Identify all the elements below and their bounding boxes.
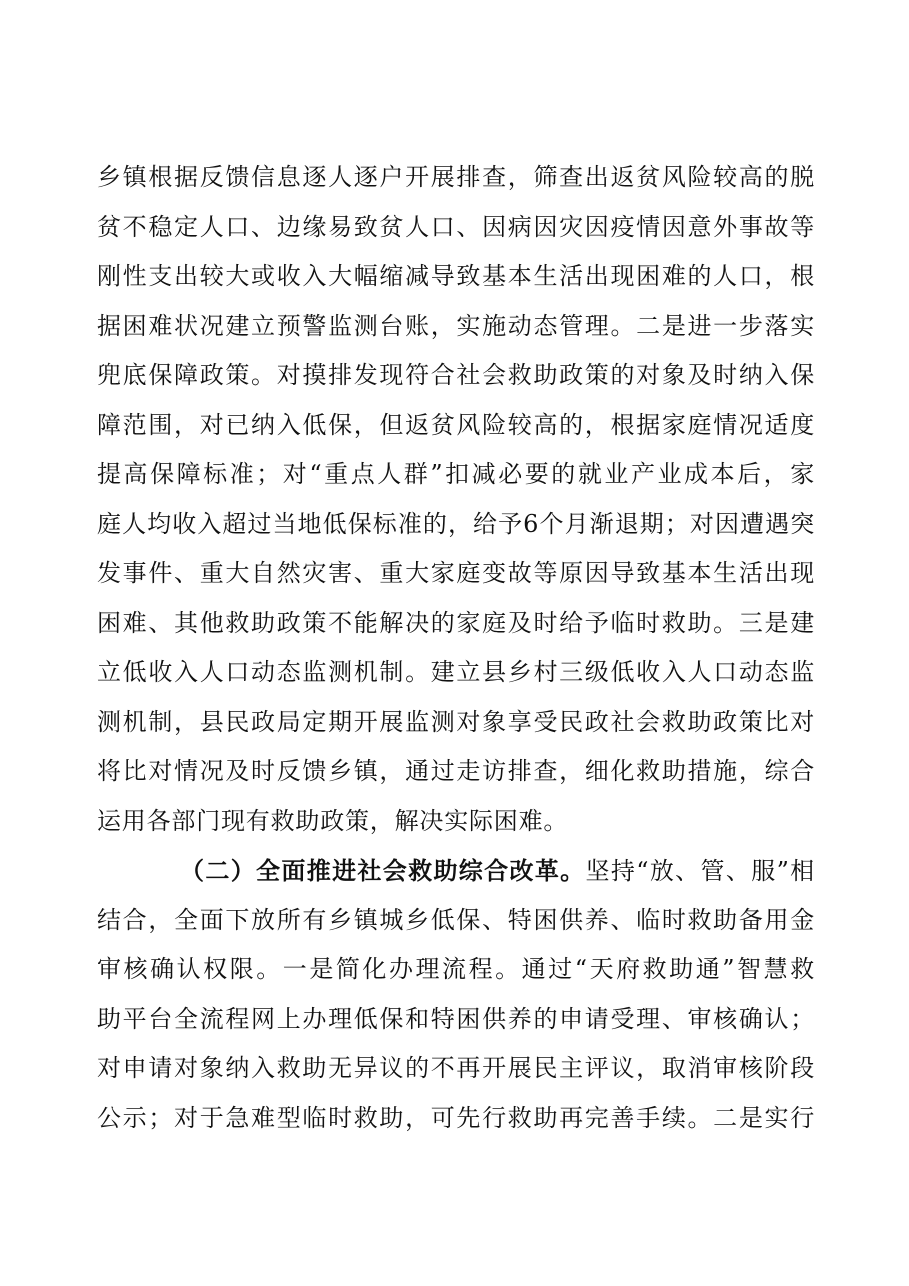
text-line: 立低收入人口动态监测机制。建立县乡村三级低收入人口动态监 bbox=[97, 658, 815, 686]
text-line: 据困难状况建立预警监测台账，实施动态管理。二是进一步落实 bbox=[97, 311, 815, 340]
text-line: 贫不稳定人口、边缘易致贫人口、因病因灾因疫情因意外事故等 bbox=[97, 212, 815, 241]
text-line: 兜底保障政策。对摸排发现符合社会救助政策的对象及时纳入保 bbox=[97, 361, 815, 389]
text-line: 将比对情况及时反馈乡镇，通过走访排查，细化救助措施，综合 bbox=[97, 757, 815, 785]
text-line: 障范围，对已纳入低保，但返贫风险较高的，根据家庭情况适度 bbox=[97, 410, 815, 439]
text-line: 审核确认权限。一是简化办理流程。通过“天府救助通”智慧救 bbox=[97, 955, 815, 983]
text-line: 运用各部门现有救助政策，解决实际困难。 bbox=[97, 806, 569, 835]
section-2-first-line bbox=[97, 846, 815, 896]
text-line: 乡镇根据反馈信息逐人逐户开展排查，筛查出返贫风险较高的脱 bbox=[97, 163, 815, 191]
document-body bbox=[97, 153, 815, 1143]
text-line: 提高保障标准；对“重点人群”扣减必要的就业产业成本后，家 bbox=[97, 460, 815, 488]
text-line: 刚性支出较大或收入大幅缩减导致基本生活出现困难的人口，根 bbox=[97, 262, 815, 290]
text-line: 公示；对于急难型临时救助，可先行救助再完善手续。二是实行 bbox=[97, 1103, 815, 1132]
section-2-heading: （二）全面推进社会救助综合改革。 bbox=[180, 856, 586, 885]
text-line: 对申请对象纳入救助无异议的不再开展民主评议，取消审核阶段 bbox=[97, 1054, 815, 1082]
text-line: 庭人均收入超过当地低保标准的，给予6个月渐退期；对因遭遇突 bbox=[97, 509, 815, 538]
text-line: 发事件、重大自然灾害、重大家庭变故等原因导致基本生活出现 bbox=[97, 559, 815, 587]
text-line: 困难、其他救助政策不能解决的家庭及时给予临时救助。三是建 bbox=[97, 608, 815, 637]
text-line: 结合，全面下放所有乡镇城乡低保、特困供养、临时救助备用金 bbox=[97, 905, 815, 934]
section-2-first-line-text: 坚持“放、管、服”相 bbox=[585, 857, 815, 885]
text-line: 测机制，县民政局定期开展监测对象享受民政社会救助政策比对 bbox=[97, 707, 815, 736]
text-line: 助平台全流程网上办理低保和特困供养的申请受理、审核确认； bbox=[97, 1004, 815, 1033]
